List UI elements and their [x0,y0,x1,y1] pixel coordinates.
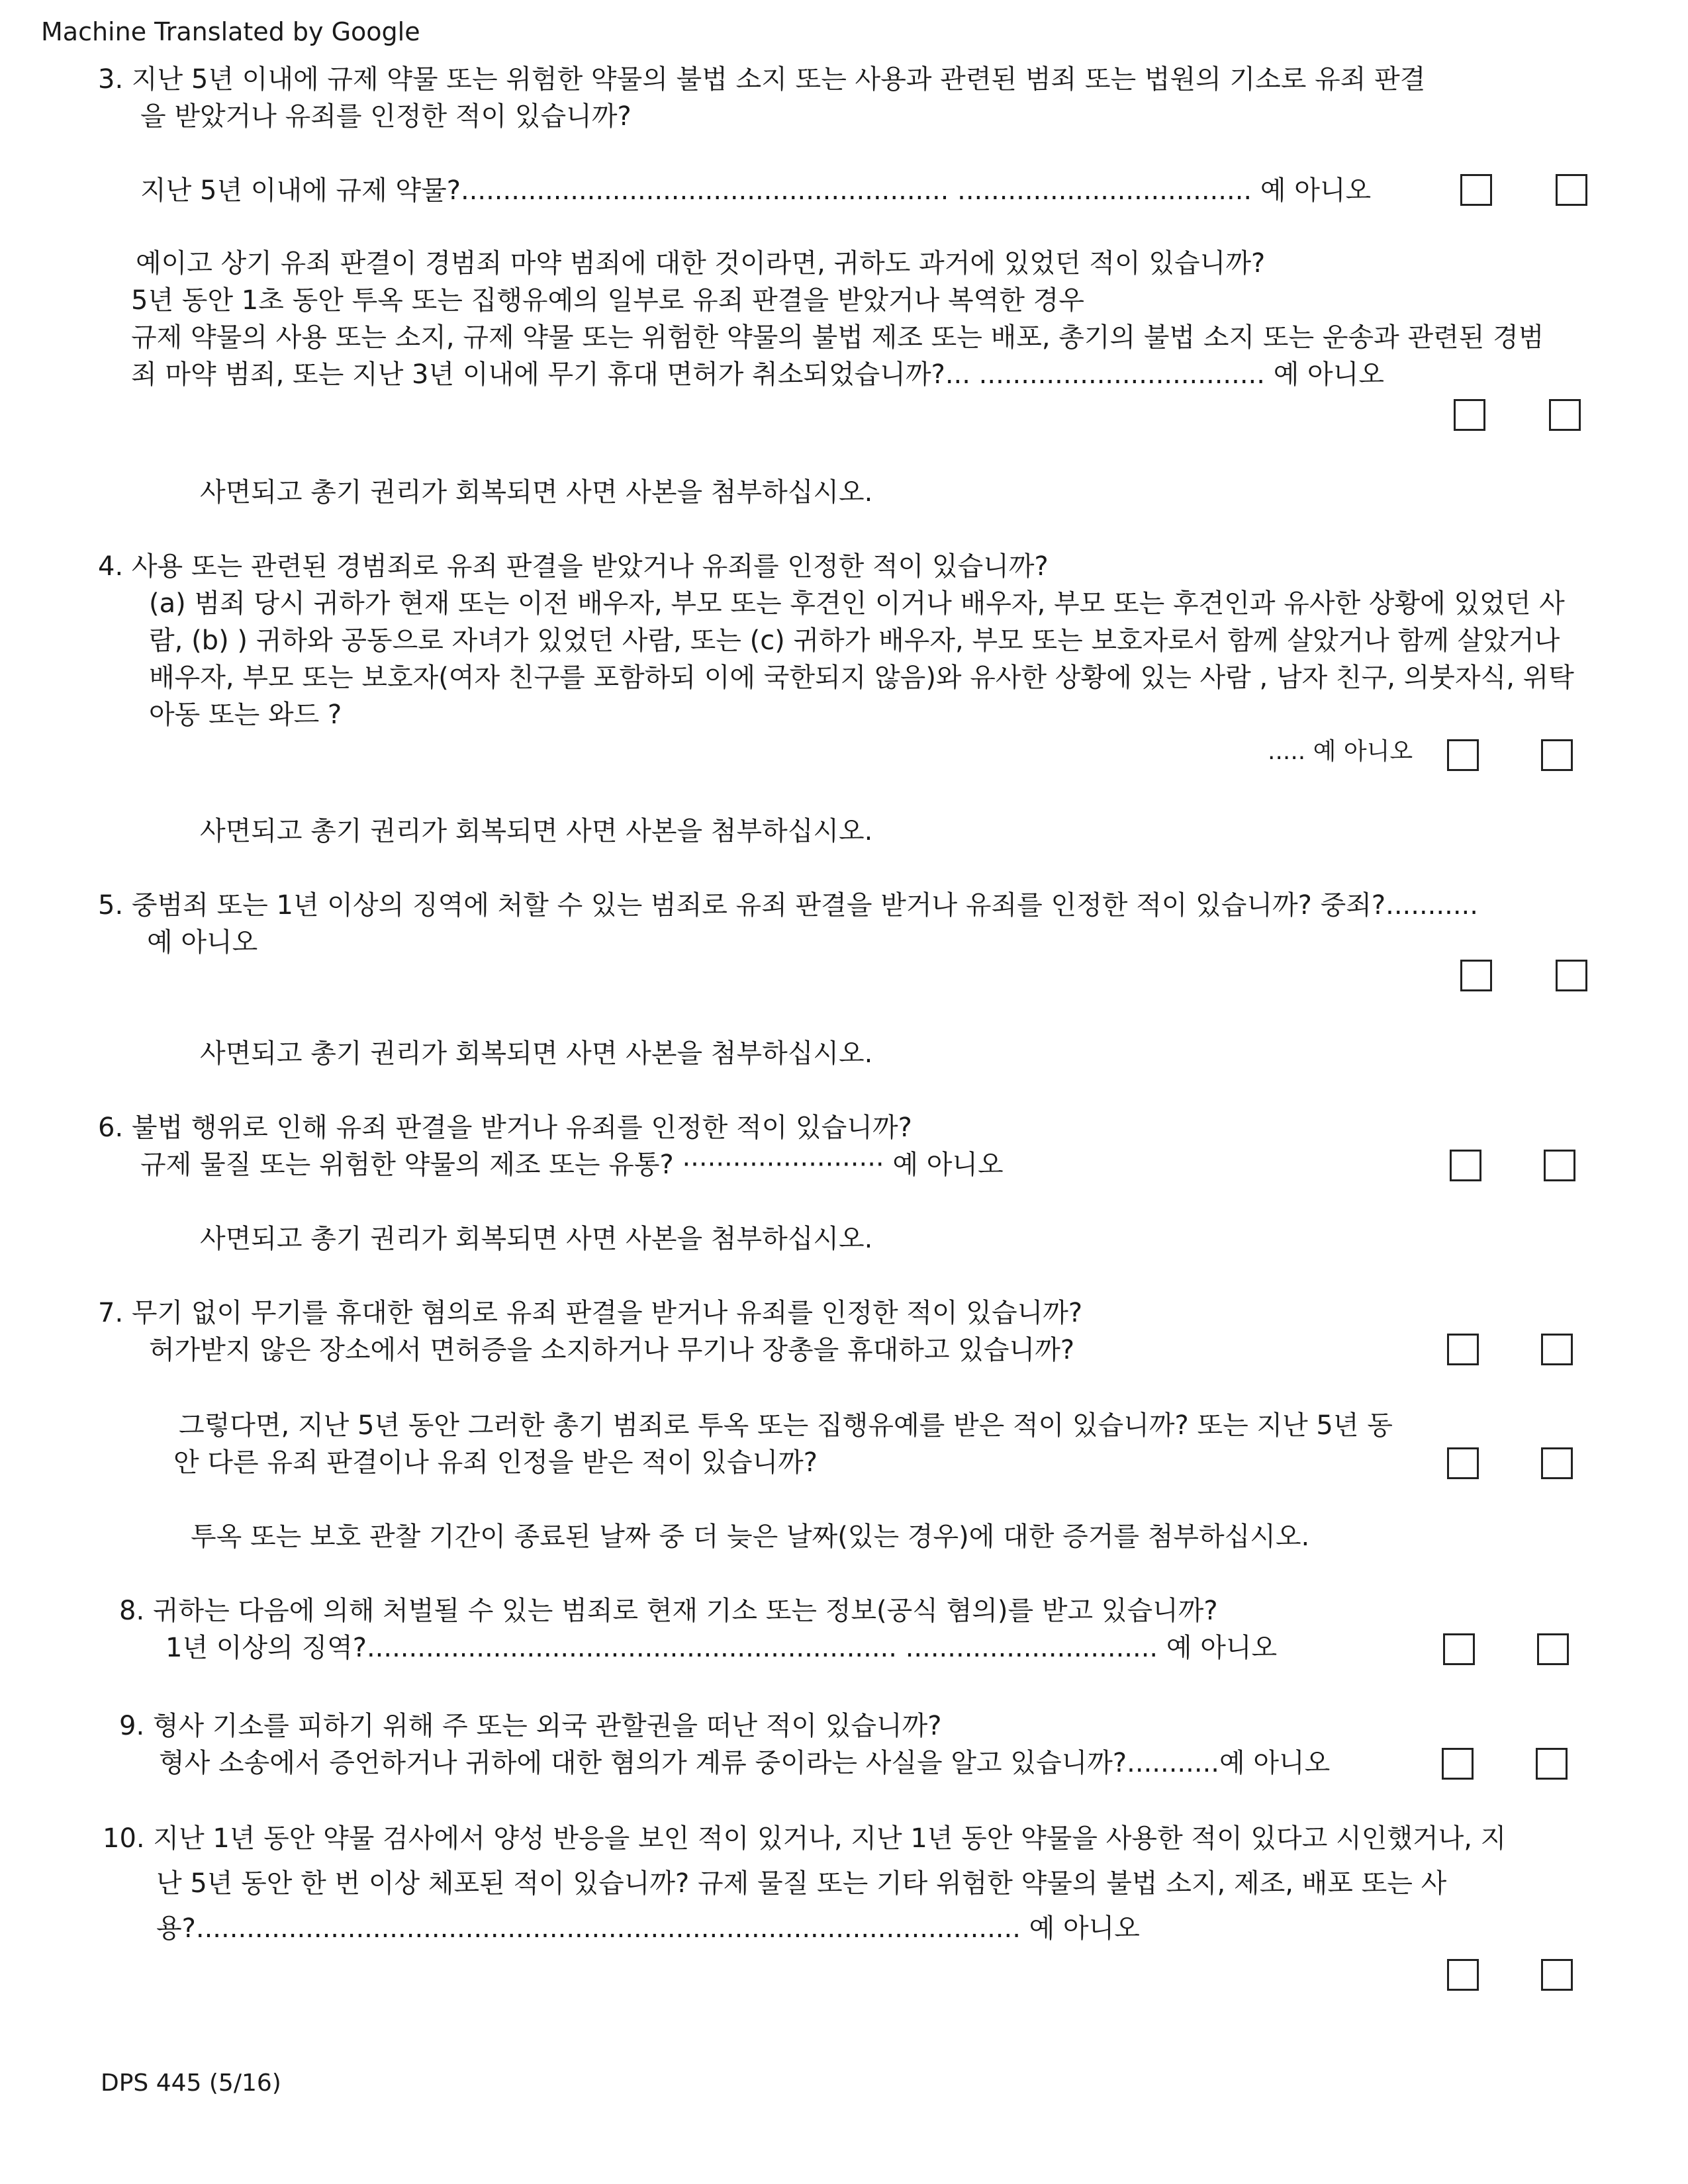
q5-text-line-1: 5. 중범죄 또는 1년 이상의 징역에 처할 수 있는 범죄로 유죄 판결을 받거나 유죄를 인정한 적이 있습니까? 중죄?........... [98,890,1478,921]
q3-sub-a-text: 지난 5년 이내에 규제 약물?.......................................................... ................................... 예 아니오 [140,175,1372,206]
q5-no-checkbox[interactable] [1556,960,1587,991]
q9-text-line-1: 9. 형사 기소를 피하기 위해 주 또는 외국 관할권을 떠난 적이 있습니까? [119,1711,942,1741]
q5-text-line-2: 예 아니오 [147,927,258,958]
q8-no-checkbox[interactable] [1537,1633,1569,1665]
q6-yes-checkbox[interactable] [1450,1150,1481,1181]
q8-text-line-1: 8. 귀하는 다음에 의해 처벌될 수 있는 범죄로 현재 기소 또는 정보(공식 혐의)를 받고 있습니까? [119,1596,1218,1626]
translation-notice: Machine Translated by Google [41,17,420,46]
q4-text-line-2: (a) 범죄 당시 귀하가 현재 또는 이전 배우자, 부모 또는 후견인 이거나 배우자, 부모 또는 후견인과 유사한 상황에 있었던 사 [149,588,1565,619]
q4-text-line-1: 4. 사용 또는 관련된 경범죄로 유죄 판결을 받았거나 유죄를 인정한 적이 있습니까? [98,551,1049,582]
q7-sub-no-checkbox[interactable] [1541,1447,1573,1479]
q4-answer-label: ..... 예 아니오 [1268,738,1413,765]
q3-sub-b-line-4: 죄 마약 범죄, 또는 지난 3년 이내에 무기 휴대 면허가 취소되었습니까?... .................................. 예 아니오 [131,359,1384,390]
q4-yes-checkbox[interactable] [1447,739,1479,771]
q6-pardon-note: 사면되고 총기 권리가 회복되면 사면 사본을 첨부하십시오. [200,1224,873,1254]
q7-sub-line-1: 그렇다면, 지난 5년 동안 그러한 총기 범죄로 투옥 또는 집행유예를 받은 적이 있습니까? 또는 지난 5년 동 [179,1410,1393,1441]
q10-no-checkbox[interactable] [1541,1959,1573,1991]
q10-text-line-1: 10. 지난 1년 동안 약물 검사에서 양성 반응을 보인 적이 있거나, 지난 1년 동안 약물을 사용한 적이 있다고 시인했거나, 지 [103,1823,1507,1854]
q10-text-line-2: 난 5년 동안 한 번 이상 체포된 적이 있습니까? 규제 물질 또는 기타 위험한 약물의 불법 소지, 제조, 배포 또는 사 [156,1868,1447,1899]
q3-sub-b-line-1: 예이고 상기 유죄 판결이 경범죄 마약 범죄에 대한 것이라면, 귀하도 과거에 있었던 적이 있습니까? [136,248,1266,279]
q3-text-line-2: 을 받았거나 유죄를 인정한 적이 있습니까? [140,101,632,132]
q6-no-checkbox[interactable] [1544,1150,1575,1181]
q9-text-line-2: 형사 소송에서 증언하거나 귀하에 대한 혐의가 계류 중이라는 사실을 알고 있습니까?...........예 아니오 [159,1748,1331,1778]
q4-text-line-4: 배우자, 부모 또는 보호자(여자 친구를 포함하되 이에 국한되지 않음)와 유사한 상황에 있는 사람 , 남자 친구, 의붓자식, 위탁 [149,662,1574,693]
q4-text-line-3: 람, (b) ) 귀하와 공동으로 자녀가 있었던 사람, 또는 (c) 귀하가 배우자, 부모 또는 보호자로서 함께 살았거나 함께 살았거나 [149,625,1560,656]
q3a-yes-checkbox[interactable] [1460,174,1492,206]
q8-yes-checkbox[interactable] [1443,1633,1475,1665]
q9-yes-checkbox[interactable] [1442,1748,1474,1780]
q8-text-line-2: 1년 이상의 징역?............................................................... .............................. 예 아니오 [165,1633,1278,1663]
q4-text-line-5: 아동 또는 와드 ? [149,700,342,730]
q6-text-line-2: 규제 물질 또는 위험한 약물의 제조 또는 유통? ························ 예 아니오 [140,1150,1004,1180]
q7-text-line-2: 허가받지 않은 장소에서 면허증을 소지하거나 무기나 장총을 휴대하고 있습니까? [149,1335,1075,1365]
q3-text-line-1: 3. 지난 5년 이내에 규제 약물 또는 위험한 약물의 불법 소지 또는 사용과 관련된 범죄 또는 법원의 기소로 유죄 판결 [98,64,1426,95]
q3b-no-checkbox[interactable] [1549,399,1581,431]
q7-no-checkbox[interactable] [1541,1334,1573,1365]
q7-sub-yes-checkbox[interactable] [1447,1447,1479,1479]
q9-no-checkbox[interactable] [1536,1748,1568,1780]
q5-pardon-note: 사면되고 총기 권리가 회복되면 사면 사본을 첨부하십시오. [200,1038,873,1069]
q7-sub-line-2: 안 다른 유죄 판결이나 유죄 인정을 받은 적이 있습니까? [173,1447,818,1478]
q10-text-line-3: 용?.................................................................................................. 예 아니오 [156,1913,1140,1944]
q4-pardon-note: 사면되고 총기 권리가 회복되면 사면 사본을 첨부하십시오. [200,816,873,846]
q7-text-line-1: 7. 무기 없이 무기를 휴대한 혐의로 유죄 판결을 받거나 유죄를 인정한 적이 있습니까? [98,1298,1083,1328]
q6-text-line-1: 6. 불법 행위로 인해 유죄 판결을 받거나 유죄를 인정한 적이 있습니까? [98,1113,912,1143]
q3b-yes-checkbox[interactable] [1454,399,1485,431]
q3a-no-checkbox[interactable] [1556,174,1587,206]
q4-no-checkbox[interactable] [1541,739,1573,771]
q5-yes-checkbox[interactable] [1460,960,1492,991]
q7-yes-checkbox[interactable] [1447,1334,1479,1365]
form-id-footer: DPS 445 (5/16) [101,2070,281,2097]
q7-evidence-note: 투옥 또는 보호 관찰 기간이 종료된 날짜 중 더 늦은 날짜(있는 경우)에 대한 증거를 첨부하십시오. [191,1522,1310,1552]
q10-yes-checkbox[interactable] [1447,1959,1479,1991]
q3-sub-b-line-3: 규제 약물의 사용 또는 소지, 규제 약물 또는 위험한 약물의 불법 제조 또는 배포, 총기의 불법 소지 또는 운송과 관련된 경범 [131,322,1544,353]
q3-sub-b-line-2: 5년 동안 1초 동안 투옥 또는 집행유예의 일부로 유죄 판결을 받았거나 복역한 경우 [131,285,1084,316]
q3-pardon-note: 사면되고 총기 권리가 회복되면 사면 사본을 첨부하십시오. [200,477,873,508]
